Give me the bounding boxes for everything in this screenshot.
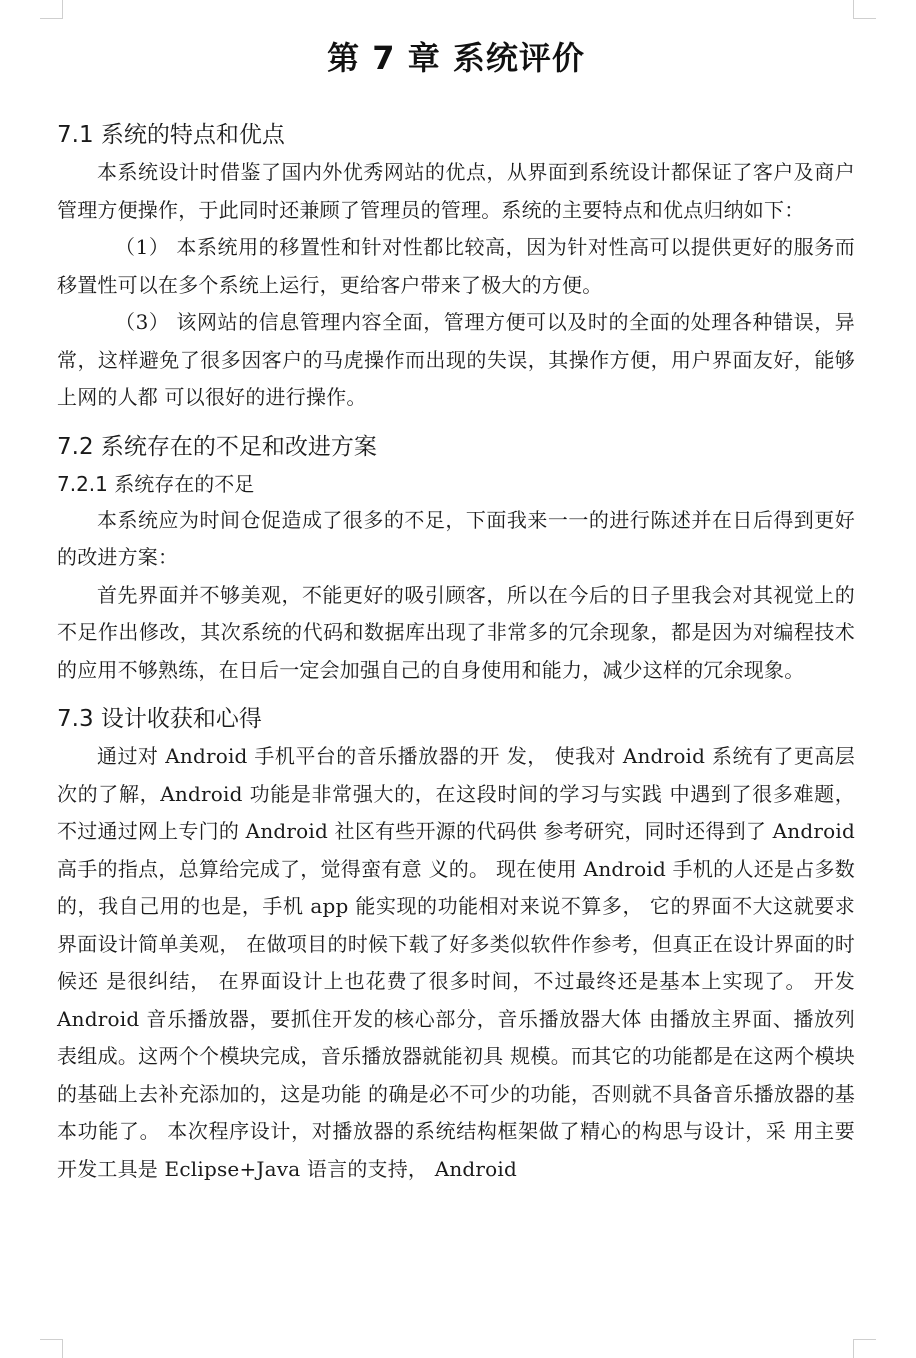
crop-mark-bottom-left: [40, 1339, 63, 1358]
paragraph-7-3-body: 通过对 Android 手机平台的音乐播放器的开 发， 使我对 Android 系统有了更高层次的了解，Android 功能是非常强大的，在这段时间的学习与实践 中遇到了很多难题，不过通过网上专门的 Android 社区有些开源的代码供 参考研究，同时还得到了 Android 高手的指点，总算给完成了，觉得蛮有意 义的。 现在使用 Android 手机的人还是占多数的，我自己用的也是，手机 app 能实现的功能相对来说不算多， 它的界面不大这就要求界面设计简单美观， 在做项目的时候下载了好多类似软件作参考，但真正在设计界面的时候还 是很纠结， 在界面设计上也花费了很多时间，不过最终还是基本上实现了。 开发 Android 音乐播放器，要抓住开发的核心部分，音乐播放器大体 由播放主界面、播放列表组成。这两个个模块完成，音乐播放器就能初具 规模。而其它的功能都是在这两个模块的基础上去补充添加的，这是功能 的确是必不可少的功能，否则就不具备音乐播放器的基 本功能了。 本次程序设计，对播放器的系统结构框架做了精心的构思与设计，采 用主要开发工具是 Eclipse+Java 语言的支持， Android: [57, 744, 855, 1181]
page-content: [57, 30, 855, 1181]
section-heading-7-1: 7.1 系统的特点和优点: [57, 122, 285, 148]
crop-mark-top-left: [40, 0, 63, 19]
section-heading-7-2: 7.2 系统存在的不足和改进方案: [57, 433, 377, 460]
paragraph-7-1-intro: 本系统设计时借鉴了国内外优秀网站的优点，从界面到系统设计都保证了客户及商户管理方便操作，于此同时还兼顾了管理员的管理。系统的主要特点和优点归纳如下：: [57, 160, 855, 222]
list-item-1: （1） 本系统用的移置性和针对性都比较高，因为针对性高可以提供更好的服务而移置性可以在多个系统上运行，更给客户带来了极大的方便。: [57, 235, 855, 297]
paragraph-7-2-1-intro: 本系统应为时间仓促造成了很多的不足，下面我来一一的进行陈述并在日后得到更好的改进方案：: [57, 507, 855, 569]
chapter-title: 第 7 章 系统评价: [327, 39, 585, 77]
section-heading-7-3: 7.3 设计收获和心得: [57, 706, 262, 732]
subsection-heading-7-2-1: 7.2.1 系统存在的不足: [57, 471, 255, 496]
list-item-3: （3） 该网站的信息管理内容全面，管理方便可以及时的全面的处理各种错误，异常，这样避免了很多因客户的马虎操作而出现的失误，其操作方便，用户界面友好，能够上网的人都 可以很好的进行操作。: [57, 310, 855, 409]
crop-mark-bottom-right: [853, 1339, 876, 1358]
crop-mark-top-right: [853, 0, 876, 19]
paragraph-7-2-1-body: 首先界面并不够美观，不能更好的吸引顾客，所以在今后的日子里我会对其视觉上的不足作出修改，其次系统的代码和数据库出现了非常多的冗余现象，都是因为对编程技术的应用不够熟练，在日后一定会加强自己的自身使用和能力，减少这样的冗余现象。: [57, 582, 855, 682]
